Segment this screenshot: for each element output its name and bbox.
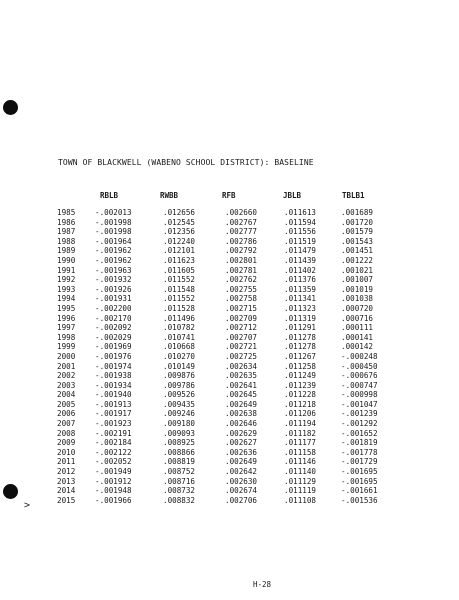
year-cell: 2013 bbox=[57, 476, 76, 486]
rblb-cell: -.001938 bbox=[95, 371, 132, 381]
table-row bbox=[0, 448, 459, 458]
rwbb-cell: .010149 bbox=[163, 361, 196, 371]
rblb-cell: -.002029 bbox=[95, 332, 132, 342]
tblb1-cell: -.000747 bbox=[341, 380, 378, 390]
jblb-cell: .011249 bbox=[284, 371, 317, 381]
rwbb-cell: .012656 bbox=[163, 208, 196, 217]
tblb1-cell: .001222 bbox=[341, 255, 374, 265]
year-cell: 1990 bbox=[57, 255, 76, 265]
year-cell: 2002 bbox=[57, 371, 76, 381]
rfb-cell: .002674 bbox=[225, 486, 258, 496]
column-header-jblb: JBLB bbox=[283, 191, 302, 200]
rwbb-cell: .010741 bbox=[163, 332, 196, 342]
rfb-cell: .002660 bbox=[225, 208, 258, 217]
rwbb-cell: .011528 bbox=[163, 303, 196, 313]
rfb-cell: .002792 bbox=[225, 246, 258, 256]
table-row bbox=[0, 266, 459, 276]
tblb1-cell: .000720 bbox=[341, 303, 374, 313]
rfb-cell: .002786 bbox=[225, 236, 258, 246]
table-row bbox=[0, 237, 459, 247]
year-cell: 1998 bbox=[57, 332, 76, 342]
rfb-cell: .002801 bbox=[225, 255, 258, 265]
rfb-cell: .002645 bbox=[225, 390, 258, 400]
year-cell: 1988 bbox=[57, 236, 76, 246]
tblb1-cell: .001689 bbox=[341, 208, 374, 217]
year-cell: 2012 bbox=[57, 467, 76, 477]
jblb-cell: .011319 bbox=[284, 313, 317, 323]
tblb1-cell: .000111 bbox=[341, 323, 374, 333]
rwbb-cell: .011548 bbox=[163, 284, 196, 294]
jblb-cell: .011182 bbox=[284, 428, 317, 438]
rblb-cell: -.002184 bbox=[95, 438, 132, 448]
tblb1-cell: -.000998 bbox=[341, 390, 378, 400]
year-cell: 1997 bbox=[57, 323, 76, 333]
jblb-cell: .011129 bbox=[284, 476, 317, 486]
year-cell: 1993 bbox=[57, 284, 76, 294]
table-row bbox=[0, 342, 459, 352]
rblb-cell: -.002170 bbox=[95, 313, 132, 323]
rwbb-cell: .011496 bbox=[163, 313, 196, 323]
tblb1-cell: -.001695 bbox=[341, 476, 378, 486]
rblb-cell: -.001913 bbox=[95, 399, 132, 409]
tblb1-cell: -.001536 bbox=[341, 495, 378, 505]
rblb-cell: -.001912 bbox=[95, 476, 132, 486]
rwbb-cell: .009435 bbox=[163, 399, 196, 409]
rblb-cell: -.001931 bbox=[95, 294, 132, 304]
rfb-cell: .002762 bbox=[225, 275, 258, 285]
jblb-cell: .011359 bbox=[284, 284, 317, 294]
rblb-cell: -.001923 bbox=[95, 419, 132, 429]
jblb-cell: .011402 bbox=[284, 265, 317, 275]
rblb-cell: -.001963 bbox=[95, 265, 132, 275]
document-title: TOWN OF BLACKWELL (WABENO SCHOOL DISTRICT): BASELINE bbox=[58, 158, 314, 167]
rwbb-cell: .008732 bbox=[163, 486, 196, 496]
year-cell: 1994 bbox=[57, 294, 76, 304]
rwbb-cell: .009786 bbox=[163, 380, 196, 390]
jblb-cell: .011140 bbox=[284, 467, 317, 477]
table-row bbox=[0, 275, 459, 285]
table-row bbox=[0, 246, 459, 256]
rwbb-cell: .009180 bbox=[163, 419, 196, 429]
rblb-cell: -.002092 bbox=[95, 323, 132, 333]
jblb-cell: .011108 bbox=[284, 495, 317, 505]
rfb-cell: .002629 bbox=[225, 428, 258, 438]
rfb-cell: .002706 bbox=[225, 495, 258, 505]
table-row bbox=[0, 294, 459, 304]
rblb-cell: -.001976 bbox=[95, 351, 132, 361]
year-cell: 2009 bbox=[57, 438, 76, 448]
year-cell: 1996 bbox=[57, 313, 76, 323]
rfb-cell: .002777 bbox=[225, 227, 258, 237]
rblb-cell: -.001966 bbox=[95, 495, 132, 505]
year-cell: 2010 bbox=[57, 447, 76, 457]
jblb-cell: .011376 bbox=[284, 275, 317, 285]
year-cell: 1992 bbox=[57, 275, 76, 285]
jblb-cell: .011258 bbox=[284, 361, 317, 371]
tblb1-cell: .001019 bbox=[341, 284, 374, 294]
year-cell: 2000 bbox=[57, 351, 76, 361]
table-row bbox=[0, 477, 459, 487]
rwbb-cell: .009526 bbox=[163, 390, 196, 400]
edge-mark: > bbox=[24, 500, 31, 511]
jblb-cell: .011146 bbox=[284, 457, 317, 467]
jblb-cell: .011556 bbox=[284, 227, 317, 237]
rblb-cell: -.001974 bbox=[95, 361, 132, 371]
tblb1-cell: .001007 bbox=[341, 275, 374, 285]
table-row bbox=[0, 208, 459, 218]
year-cell: 2006 bbox=[57, 409, 76, 419]
year-cell: 2015 bbox=[57, 495, 76, 505]
tblb1-cell: -.001661 bbox=[341, 486, 378, 496]
tblb1-cell: -.000248 bbox=[341, 351, 378, 361]
rfb-cell: .002646 bbox=[225, 419, 258, 429]
rblb-cell: -.001998 bbox=[95, 217, 132, 227]
table-row bbox=[0, 362, 459, 372]
table-row bbox=[0, 486, 459, 496]
page-number: H-28 bbox=[253, 580, 272, 589]
rwbb-cell: .008925 bbox=[163, 438, 196, 448]
table-row bbox=[0, 381, 459, 391]
rwbb-cell: .012356 bbox=[163, 227, 196, 237]
table-row bbox=[0, 323, 459, 333]
jblb-cell: .011519 bbox=[284, 236, 317, 246]
rblb-cell: -.001949 bbox=[95, 467, 132, 477]
rfb-cell: .002635 bbox=[225, 371, 258, 381]
tblb1-cell: -.001292 bbox=[341, 419, 378, 429]
tblb1-cell: -.001729 bbox=[341, 457, 378, 467]
rfb-cell: .002638 bbox=[225, 409, 258, 419]
rfb-cell: .002709 bbox=[225, 313, 258, 323]
tblb1-cell: .001579 bbox=[341, 227, 374, 237]
rwbb-cell: .011552 bbox=[163, 275, 196, 285]
rwbb-cell: .011552 bbox=[163, 294, 196, 304]
tblb1-cell: -.001652 bbox=[341, 428, 378, 438]
data-table-body bbox=[0, 208, 459, 505]
table-row bbox=[0, 333, 459, 343]
binder-hole-top bbox=[3, 100, 18, 115]
rblb-cell: -.002191 bbox=[95, 428, 132, 438]
year-cell: 1995 bbox=[57, 303, 76, 313]
tblb1-cell: -.000676 bbox=[341, 371, 378, 381]
rwbb-cell: .008866 bbox=[163, 447, 196, 457]
rfb-cell: .002725 bbox=[225, 351, 258, 361]
table-row bbox=[0, 352, 459, 362]
table-row bbox=[0, 218, 459, 228]
year-cell: 1985 bbox=[57, 208, 76, 217]
rblb-cell: -.001926 bbox=[95, 284, 132, 294]
rfb-cell: .002649 bbox=[225, 457, 258, 467]
jblb-cell: .011479 bbox=[284, 246, 317, 256]
rblb-cell: -.001998 bbox=[95, 227, 132, 237]
rwbb-cell: .011623 bbox=[163, 255, 196, 265]
year-cell: 1989 bbox=[57, 246, 76, 256]
year-cell: 2001 bbox=[57, 361, 76, 371]
tblb1-cell: -.001819 bbox=[341, 438, 378, 448]
tblb1-cell: .000142 bbox=[341, 342, 374, 352]
rfb-cell: .002781 bbox=[225, 265, 258, 275]
tblb1-cell: .001451 bbox=[341, 246, 374, 256]
rblb-cell: -.002200 bbox=[95, 303, 132, 313]
tblb1-cell: -.001239 bbox=[341, 409, 378, 419]
rwbb-cell: .009876 bbox=[163, 371, 196, 381]
rwbb-cell: .008752 bbox=[163, 467, 196, 477]
rwbb-cell: .010668 bbox=[163, 342, 196, 352]
rwbb-cell: .008819 bbox=[163, 457, 196, 467]
table-row bbox=[0, 400, 459, 410]
rwbb-cell: .012240 bbox=[163, 236, 196, 246]
rblb-cell: -.001934 bbox=[95, 380, 132, 390]
rfb-cell: .002758 bbox=[225, 294, 258, 304]
rfb-cell: .002755 bbox=[225, 284, 258, 294]
rblb-cell: -.001962 bbox=[95, 246, 132, 256]
rblb-cell: -.001940 bbox=[95, 390, 132, 400]
column-header-rwbb: RWBB bbox=[160, 191, 179, 200]
table-row bbox=[0, 371, 459, 381]
jblb-cell: .011218 bbox=[284, 399, 317, 409]
jblb-cell: .011206 bbox=[284, 409, 317, 419]
year-cell: 1987 bbox=[57, 227, 76, 237]
tblb1-cell: .001038 bbox=[341, 294, 374, 304]
table-header-row bbox=[0, 191, 459, 203]
rblb-cell: -.001964 bbox=[95, 236, 132, 246]
rwbb-cell: .009093 bbox=[163, 428, 196, 438]
column-header-rfb: RFB bbox=[222, 191, 236, 200]
tblb1-cell: .001720 bbox=[341, 217, 374, 227]
rblb-cell: -.001917 bbox=[95, 409, 132, 419]
column-header-tblb1: TBLB1 bbox=[342, 191, 365, 200]
jblb-cell: .011341 bbox=[284, 294, 317, 304]
tblb1-cell: -.000450 bbox=[341, 361, 378, 371]
year-cell: 2003 bbox=[57, 380, 76, 390]
rfb-cell: .002642 bbox=[225, 467, 258, 477]
rwbb-cell: .008716 bbox=[163, 476, 196, 486]
rwbb-cell: .008832 bbox=[163, 495, 196, 505]
rfb-cell: .002707 bbox=[225, 332, 258, 342]
rfb-cell: .002636 bbox=[225, 447, 258, 457]
jblb-cell: .011158 bbox=[284, 447, 317, 457]
year-cell: 1986 bbox=[57, 217, 76, 227]
year-cell: 2005 bbox=[57, 399, 76, 409]
tblb1-cell: -.001047 bbox=[341, 399, 378, 409]
rfb-cell: .002715 bbox=[225, 303, 258, 313]
table-row bbox=[0, 419, 459, 429]
jblb-cell: .011278 bbox=[284, 332, 317, 342]
rfb-cell: .002767 bbox=[225, 217, 258, 227]
year-cell: 2004 bbox=[57, 390, 76, 400]
table-row bbox=[0, 314, 459, 324]
year-cell: 1991 bbox=[57, 265, 76, 275]
jblb-cell: .011177 bbox=[284, 438, 317, 448]
rwbb-cell: .012101 bbox=[163, 246, 196, 256]
rblb-cell: -.002052 bbox=[95, 457, 132, 467]
tblb1-cell: -.001778 bbox=[341, 447, 378, 457]
rwbb-cell: .010270 bbox=[163, 351, 196, 361]
jblb-cell: .011267 bbox=[284, 351, 317, 361]
table-row bbox=[0, 227, 459, 237]
rfb-cell: .002721 bbox=[225, 342, 258, 352]
year-cell: 2011 bbox=[57, 457, 76, 467]
rwbb-cell: .009246 bbox=[163, 409, 196, 419]
jblb-cell: .011594 bbox=[284, 217, 317, 227]
rblb-cell: -.001969 bbox=[95, 342, 132, 352]
rfb-cell: .002649 bbox=[225, 399, 258, 409]
tblb1-cell: -.001695 bbox=[341, 467, 378, 477]
table-row bbox=[0, 390, 459, 400]
year-cell: 2014 bbox=[57, 486, 76, 496]
table-row bbox=[0, 256, 459, 266]
rblb-cell: -.001932 bbox=[95, 275, 132, 285]
jblb-cell: .011194 bbox=[284, 419, 317, 429]
rwbb-cell: .011605 bbox=[163, 265, 196, 275]
jblb-cell: .011278 bbox=[284, 342, 317, 352]
tblb1-cell: .001021 bbox=[341, 265, 374, 275]
table-row bbox=[0, 496, 459, 506]
rblb-cell: -.001962 bbox=[95, 255, 132, 265]
tblb1-cell: .001543 bbox=[341, 236, 374, 246]
column-header-rblb: RBLB bbox=[100, 191, 119, 200]
tblb1-cell: .000716 bbox=[341, 313, 374, 323]
rblb-cell: -.001948 bbox=[95, 486, 132, 496]
rfb-cell: .002627 bbox=[225, 438, 258, 448]
rfb-cell: .002712 bbox=[225, 323, 258, 333]
jblb-cell: .011439 bbox=[284, 255, 317, 265]
jblb-cell: .011613 bbox=[284, 208, 317, 217]
year-cell: 2007 bbox=[57, 419, 76, 429]
rfb-cell: .002630 bbox=[225, 476, 258, 486]
jblb-cell: .011119 bbox=[284, 486, 317, 496]
rwbb-cell: .012545 bbox=[163, 217, 196, 227]
table-row bbox=[0, 304, 459, 314]
rfb-cell: .002641 bbox=[225, 380, 258, 390]
year-cell: 2008 bbox=[57, 428, 76, 438]
rblb-cell: -.002013 bbox=[95, 208, 132, 217]
jblb-cell: .011228 bbox=[284, 390, 317, 400]
tblb1-cell: .000141 bbox=[341, 332, 374, 342]
jblb-cell: .011323 bbox=[284, 303, 317, 313]
table-row bbox=[0, 438, 459, 448]
rblb-cell: -.002122 bbox=[95, 447, 132, 457]
table-row bbox=[0, 457, 459, 467]
table-row bbox=[0, 429, 459, 439]
table-row bbox=[0, 285, 459, 295]
jblb-cell: .011239 bbox=[284, 380, 317, 390]
year-cell: 1999 bbox=[57, 342, 76, 352]
jblb-cell: .011291 bbox=[284, 323, 317, 333]
rfb-cell: .002634 bbox=[225, 361, 258, 371]
table-row bbox=[0, 467, 459, 477]
table-row bbox=[0, 409, 459, 419]
rwbb-cell: .010782 bbox=[163, 323, 196, 333]
